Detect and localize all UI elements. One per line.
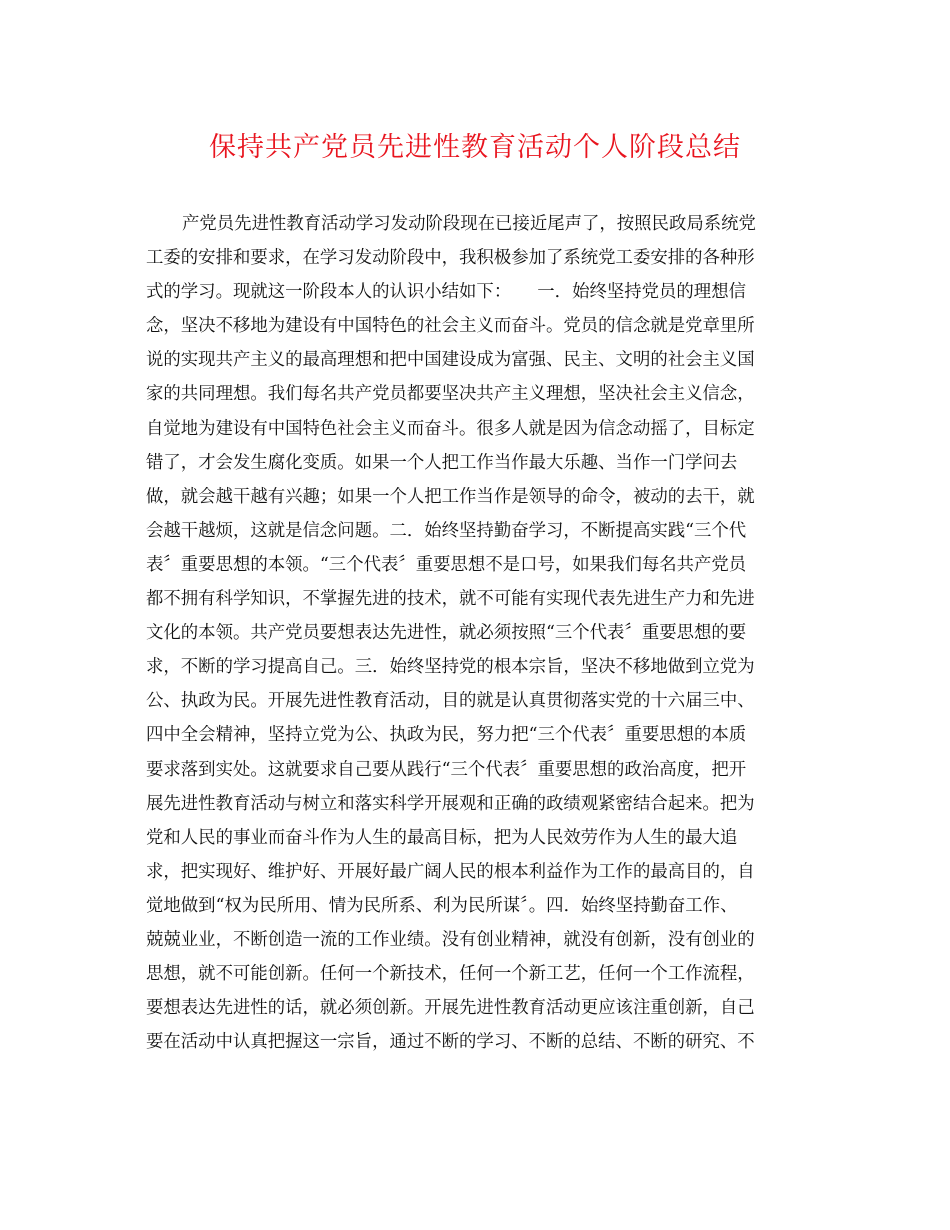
body-line: 文化的本领。共产党员要想表达先进性，就必须按照“三个代表〞重要思想的要 bbox=[146, 623, 747, 644]
body-line: 做，就会越干越有兴趣；如果一个人把工作当作是领导的命令，被动的去干，就 bbox=[146, 486, 755, 507]
body-line: 觉地做到“权为民所用、情为民所系、利为民所谋〞。四．始终坚持勤奋工作、 bbox=[146, 895, 738, 916]
body-line: 要想表达先进性的话，就必须创新。开展先进性教育活动更应该注重创新，自己 bbox=[146, 998, 755, 1019]
body-line: 错了，才会发生腐化变质。如果一个人把工作当作最大乐趣、当作一门学问去 bbox=[146, 452, 738, 473]
body-line: 表〞重要思想的本领。“三个代表〞重要思想不是口号，如果我们每名共产党员 bbox=[146, 554, 747, 575]
body-line: 家的共同理想。我们每名共产党员都要坚决共产主义理想，坚决社会主义信念， bbox=[146, 384, 755, 405]
body-line: 思想，就不可能创新。任何一个新技术，任何一个新工艺，任何一个工作流程， bbox=[146, 964, 755, 985]
body-line: 产党员先进性教育活动学习发动阶段现在已接近尾声了，按照民政局系统党 bbox=[182, 214, 756, 234]
document-title: 保持共产党员先进性教育活动个人阶段总结 bbox=[209, 132, 741, 163]
body-line: 说的实现共产主义的最高理想和把中国建设成为富强、民主、文明的社会主义国 bbox=[146, 350, 755, 371]
body-line: 要在活动中认真把握这一宗旨，通过不断的学习、不断的总结、不断的研究、不 bbox=[146, 1032, 755, 1053]
body-line: 展先进性教育活动与树立和落实科学开展观和正确的政绩观紧密结合起来。把为 bbox=[146, 793, 755, 814]
body-line: 式的学习。现就这一阶段本人的认识小结如下： 一．始终坚持党员的理想信 bbox=[146, 282, 746, 303]
body-line: 求，把实现好、维护好、开展好最广阔人民的根本利益作为工作的最高目的，自 bbox=[146, 861, 755, 882]
body-line: 要求落到实处。这就要求自己要从践行“三个代表〞重要思想的政治高度，把开 bbox=[146, 759, 747, 780]
body-line: 求，不断的学习提高自己。三．始终坚持党的根本宗旨，坚决不移地做到立党为 bbox=[146, 657, 755, 678]
body-line: 念，坚决不移地为建设有中国特色的社会主义而奋斗。党员的信念就是党章里所 bbox=[146, 316, 755, 337]
body-line: 都不拥有科学知识，不掌握先进的技术，就不可能有实现代表先进生产力和先进 bbox=[146, 589, 755, 610]
body-line: 兢兢业业，不断创造一流的工作业绩。没有创业精神，就没有创新，没有创业的 bbox=[146, 929, 755, 950]
body-line: 党和人民的事业而奋斗作为人生的最高目标，把为人民效劳作为人生的最大追 bbox=[146, 827, 738, 848]
body-line: 会越干越烦，这就是信念问题。二．始终坚持勤奋学习，不断提高实践“三个代 bbox=[146, 520, 747, 541]
body-line: 公、执政为民。开展先进性教育活动，目的就是认真贯彻落实党的十六届三中、 bbox=[146, 691, 755, 712]
body-line: 四中全会精神，坚持立党为公、执政为民，努力把“三个代表〞重要思想的本质 bbox=[146, 725, 747, 746]
body-line: 工委的安排和要求，在学习发动阶段中，我积极参加了系统党工委安排的各种形 bbox=[146, 248, 755, 269]
document-body bbox=[146, 207, 806, 1059]
body-line: 自觉地为建设有中国特色社会主义而奋斗。很多人就是因为信念动摇了，目标定 bbox=[146, 418, 755, 439]
